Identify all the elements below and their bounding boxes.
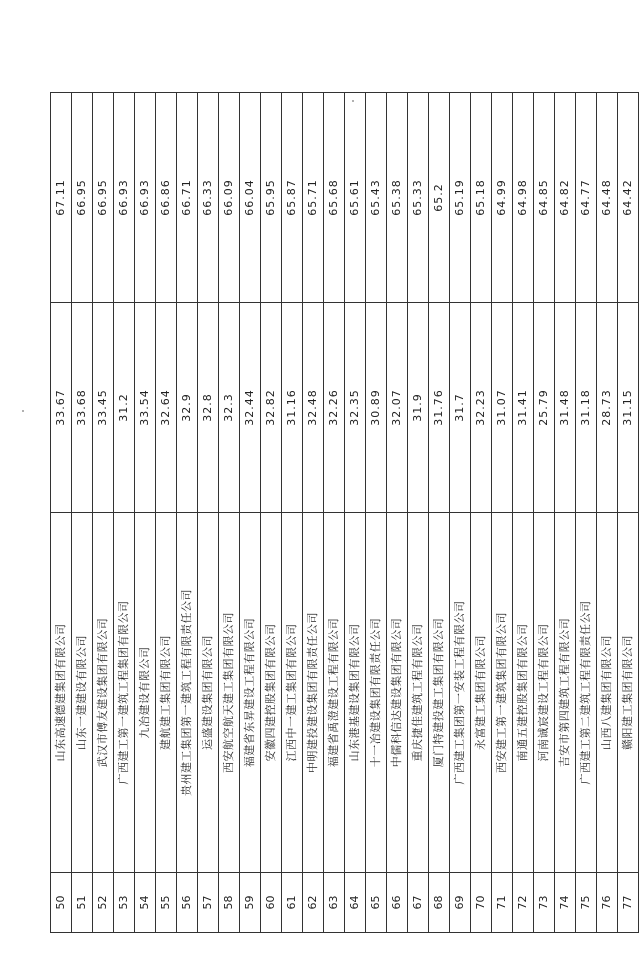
table-row bbox=[51, 93, 72, 933]
score-value: 31.41 bbox=[513, 303, 534, 513]
company-name: 西安航空航天建工集团有限公司 bbox=[219, 513, 240, 873]
row-number: 68 bbox=[429, 873, 450, 933]
company-name: 广西建工第二建筑工程有限责任公司 bbox=[576, 513, 597, 873]
total-score: 65.95 bbox=[261, 93, 282, 303]
table-row bbox=[387, 93, 408, 933]
total-score: 66.09 bbox=[219, 93, 240, 303]
row-number: 77 bbox=[618, 873, 639, 933]
rotated-score-table bbox=[50, 93, 634, 933]
table-row bbox=[366, 93, 387, 933]
total-score: 64.77 bbox=[576, 93, 597, 303]
score-table bbox=[50, 92, 639, 933]
score-table-body bbox=[51, 93, 639, 933]
row-number: 52 bbox=[93, 873, 114, 933]
total-score: 64.99 bbox=[492, 93, 513, 303]
table-row bbox=[198, 93, 219, 933]
total-score: 64.82 bbox=[555, 93, 576, 303]
table-row bbox=[513, 93, 534, 933]
row-number: 71 bbox=[492, 873, 513, 933]
score-value: 32.3 bbox=[219, 303, 240, 513]
total-score: 66.95 bbox=[72, 93, 93, 303]
scan-speck bbox=[22, 410, 24, 412]
table-row bbox=[219, 93, 240, 933]
row-number: 54 bbox=[135, 873, 156, 933]
total-score: 66.93 bbox=[135, 93, 156, 303]
company-name: 福建省东昇建设工程有限公司 bbox=[240, 513, 261, 873]
table-row bbox=[576, 93, 597, 933]
table-row bbox=[429, 93, 450, 933]
table-row bbox=[72, 93, 93, 933]
score-value: 33.45 bbox=[93, 303, 114, 513]
company-name: 河南诚宸建设工程有限公司 bbox=[534, 513, 555, 873]
row-number: 50 bbox=[51, 873, 72, 933]
company-name: 赣阳建工集团有限公司 bbox=[618, 513, 639, 873]
table-row bbox=[345, 93, 366, 933]
table-row bbox=[597, 93, 618, 933]
score-value: 32.23 bbox=[471, 303, 492, 513]
total-score: 65.19 bbox=[450, 93, 471, 303]
company-name: 西安建工第一建筑集团有限公司 bbox=[492, 513, 513, 873]
total-score: 65.2 bbox=[429, 93, 450, 303]
table-row bbox=[240, 93, 261, 933]
row-number: 56 bbox=[177, 873, 198, 933]
score-value: 33.68 bbox=[72, 303, 93, 513]
row-number: 70 bbox=[471, 873, 492, 933]
total-score: 65.38 bbox=[387, 93, 408, 303]
row-number: 67 bbox=[408, 873, 429, 933]
row-number: 73 bbox=[534, 873, 555, 933]
score-value: 30.89 bbox=[366, 303, 387, 513]
score-value: 31.76 bbox=[429, 303, 450, 513]
company-name: 中儒科信达建设集团有限公司 bbox=[387, 513, 408, 873]
company-name: 十一冶建设集团有限责任公司 bbox=[366, 513, 387, 873]
table-row bbox=[114, 93, 135, 933]
table-row bbox=[303, 93, 324, 933]
table-row bbox=[135, 93, 156, 933]
company-name: 吉安市第四建筑工程有限公司 bbox=[555, 513, 576, 873]
row-number: 60 bbox=[261, 873, 282, 933]
total-score: 64.85 bbox=[534, 93, 555, 303]
score-value: 32.44 bbox=[240, 303, 261, 513]
score-value: 31.48 bbox=[555, 303, 576, 513]
total-score: 66.04 bbox=[240, 93, 261, 303]
total-score: 67.11 bbox=[51, 93, 72, 303]
total-score: 65.87 bbox=[282, 93, 303, 303]
total-score: 65.43 bbox=[366, 93, 387, 303]
company-name: 贵州建工集团第一建筑工程有限责任公司 bbox=[177, 513, 198, 873]
company-name: 重庆捷佳建筑工程有限公司 bbox=[408, 513, 429, 873]
score-value: 31.15 bbox=[618, 303, 639, 513]
score-value: 33.67 bbox=[51, 303, 72, 513]
company-name: 永富建工集团有限公司 bbox=[471, 513, 492, 873]
company-name: 九冶建设有限公司 bbox=[135, 513, 156, 873]
row-number: 74 bbox=[555, 873, 576, 933]
score-value: 33.54 bbox=[135, 303, 156, 513]
table-row bbox=[408, 93, 429, 933]
company-name: 山东港基建设集团有限公司 bbox=[345, 513, 366, 873]
score-value: 32.48 bbox=[303, 303, 324, 513]
table-row bbox=[471, 93, 492, 933]
company-name: 厦门特建投建工集团有限公司 bbox=[429, 513, 450, 873]
company-name: 建航建工集团有限公司 bbox=[156, 513, 177, 873]
row-number: 58 bbox=[219, 873, 240, 933]
total-score: 66.95 bbox=[93, 93, 114, 303]
row-number: 66 bbox=[387, 873, 408, 933]
table-row bbox=[324, 93, 345, 933]
score-value: 31.18 bbox=[576, 303, 597, 513]
total-score: 66.93 bbox=[114, 93, 135, 303]
row-number: 51 bbox=[72, 873, 93, 933]
table-row bbox=[618, 93, 639, 933]
total-score: 66.71 bbox=[177, 93, 198, 303]
total-score: 65.61 bbox=[345, 93, 366, 303]
table-row bbox=[177, 93, 198, 933]
table-row bbox=[156, 93, 177, 933]
score-value: 32.26 bbox=[324, 303, 345, 513]
table-row bbox=[261, 93, 282, 933]
company-name: 运盛建设集团有限公司 bbox=[198, 513, 219, 873]
row-number: 62 bbox=[303, 873, 324, 933]
total-score: 65.68 bbox=[324, 93, 345, 303]
table-row bbox=[555, 93, 576, 933]
row-number: 72 bbox=[513, 873, 534, 933]
total-score: 66.33 bbox=[198, 93, 219, 303]
row-number: 53 bbox=[114, 873, 135, 933]
row-number: 65 bbox=[366, 873, 387, 933]
total-score: 66.86 bbox=[156, 93, 177, 303]
table-row bbox=[492, 93, 513, 933]
row-number: 59 bbox=[240, 873, 261, 933]
row-number: 69 bbox=[450, 873, 471, 933]
row-number: 76 bbox=[597, 873, 618, 933]
score-value: 32.8 bbox=[198, 303, 219, 513]
row-number: 57 bbox=[198, 873, 219, 933]
company-name: 武汉市傅友建设集团有限公司 bbox=[93, 513, 114, 873]
score-value: 32.07 bbox=[387, 303, 408, 513]
score-value: 31.07 bbox=[492, 303, 513, 513]
table-row bbox=[282, 93, 303, 933]
company-name: 广西建工集团第一安装工程有限公司 bbox=[450, 513, 471, 873]
row-number: 63 bbox=[324, 873, 345, 933]
company-name: 南通五建控股集团有限公司 bbox=[513, 513, 534, 873]
row-number: 61 bbox=[282, 873, 303, 933]
score-value: 31.16 bbox=[282, 303, 303, 513]
total-score: 64.98 bbox=[513, 93, 534, 303]
score-value: 31.2 bbox=[114, 303, 135, 513]
row-number: 55 bbox=[156, 873, 177, 933]
score-value: 31.9 bbox=[408, 303, 429, 513]
score-value: 32.64 bbox=[156, 303, 177, 513]
company-name: 福建省禹澄建设工程有限公司 bbox=[324, 513, 345, 873]
total-score: 64.42 bbox=[618, 93, 639, 303]
company-name: 广西建工第一建筑工程集团有限公司 bbox=[114, 513, 135, 873]
total-score: 65.33 bbox=[408, 93, 429, 303]
score-value: 32.35 bbox=[345, 303, 366, 513]
score-value: 25.79 bbox=[534, 303, 555, 513]
table-row bbox=[450, 93, 471, 933]
score-value: 31.7 bbox=[450, 303, 471, 513]
company-name: 山东一建建设有限公司 bbox=[72, 513, 93, 873]
row-number: 64 bbox=[345, 873, 366, 933]
company-name: 山东高速德建集团有限公司 bbox=[51, 513, 72, 873]
score-value: 28.73 bbox=[597, 303, 618, 513]
row-number: 75 bbox=[576, 873, 597, 933]
score-value: 32.9 bbox=[177, 303, 198, 513]
company-name: 安徽四建控股集团有限公司 bbox=[261, 513, 282, 873]
company-name: 山西八建集团有限公司 bbox=[597, 513, 618, 873]
total-score: 65.71 bbox=[303, 93, 324, 303]
table-row bbox=[93, 93, 114, 933]
total-score: 65.18 bbox=[471, 93, 492, 303]
total-score: 64.48 bbox=[597, 93, 618, 303]
company-name: 中明建投建设集团有限责任公司 bbox=[303, 513, 324, 873]
score-value: 32.82 bbox=[261, 303, 282, 513]
company-name: 江西中一建工集团有限公司 bbox=[282, 513, 303, 873]
table-row bbox=[534, 93, 555, 933]
